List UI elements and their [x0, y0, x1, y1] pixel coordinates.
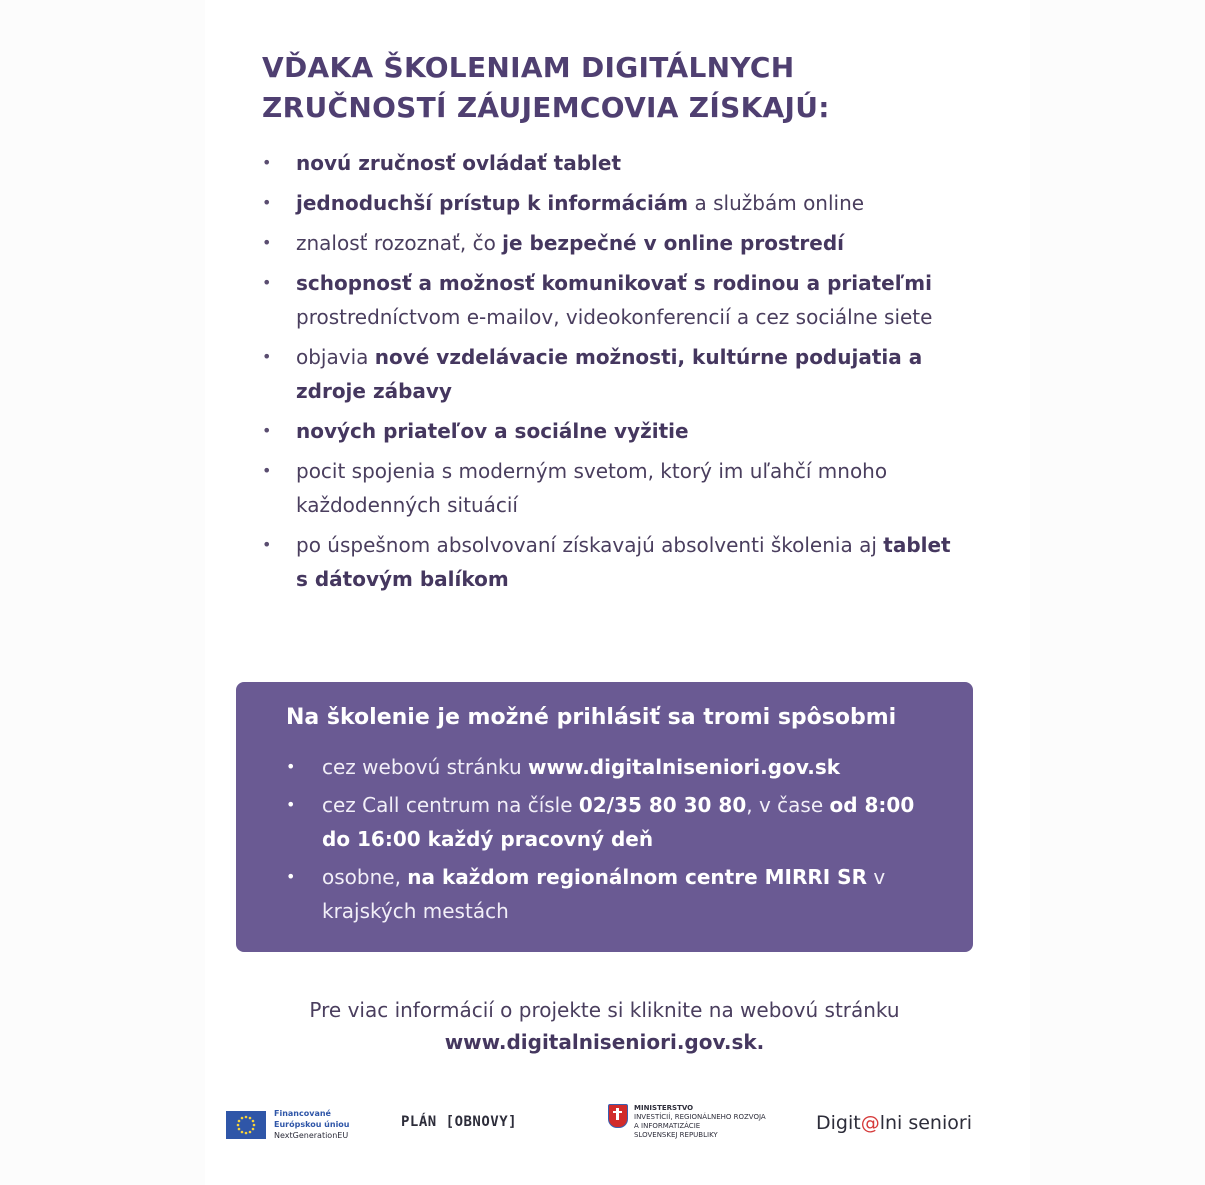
benefits-list	[262, 146, 962, 602]
digitalni-seniori-logo	[816, 1112, 972, 1134]
list-item	[262, 414, 962, 448]
list-item	[262, 454, 962, 522]
method-text: cez Call centrum na čísle	[322, 793, 579, 817]
list-item	[286, 750, 946, 784]
signup-title: Na školenie je možné prihlásiť sa tromi spôsobmi	[286, 705, 897, 730]
ds-at: @	[860, 1112, 880, 1134]
call-hours: od 8:00 do 16:00 každý pracovný deň	[322, 793, 915, 851]
method-text: osobne,	[322, 865, 408, 889]
ds-part-2: lni seniori	[879, 1112, 972, 1134]
plan-obnovy-logo: PLÁN [OBNOVY]	[401, 1114, 518, 1130]
eu-line-3: NextGenerationEU	[274, 1131, 349, 1140]
ministry-line-1: MINISTERSTVO	[634, 1104, 694, 1112]
benefit-bold: novú zručnosť ovládať tablet	[296, 151, 622, 175]
eu-logo	[226, 1108, 350, 1141]
benefit-text: a službám online	[688, 191, 865, 215]
benefit-bold: je bezpečné v online prostredí	[502, 231, 845, 255]
eu-flag-icon	[226, 1111, 266, 1139]
list-item	[286, 788, 946, 856]
list-item	[262, 226, 962, 260]
list-item	[262, 186, 962, 220]
logo-strip	[226, 1100, 986, 1150]
benefit-bold: schopnosť a možnosť komunikovať s rodinou a priateľmi	[296, 271, 933, 295]
benefit-text: znalosť rozoznať, čo	[296, 231, 503, 255]
ministry-line-2: INVESTÍCIÍ, REGIONÁLNEHO ROZVOJA	[634, 1113, 766, 1121]
list-item	[286, 860, 946, 928]
list-item	[262, 528, 962, 596]
ministry-logo-text	[634, 1104, 804, 1140]
method-text: , v čase	[746, 793, 830, 817]
ministry-logo	[608, 1104, 804, 1140]
benefit-text: po úspešnom absolvovaní získavajú absolventi školenia aj	[296, 533, 884, 557]
phone-number: 02/35 80 30 80	[578, 793, 747, 817]
slovak-crest-icon	[608, 1104, 628, 1128]
benefit-bold: jednoduchší prístup k informáciám	[296, 191, 689, 215]
footer-text: Pre viac informácií o projekte si kliknite na webovú stránku	[309, 998, 900, 1022]
heading-line-2: ZRUČNOSTÍ ZÁUJEMCOVIA ZÍSKAJÚ:	[262, 91, 830, 124]
benefit-text: pocit spojenia s moderným svetom, ktorý im uľahčí mnoho každodenných situácií	[296, 459, 888, 517]
signup-methods-list	[286, 750, 946, 932]
list-item	[262, 340, 962, 408]
method-text: v krajských mestách	[322, 865, 886, 923]
method-text: cez webovú stránku	[322, 755, 529, 779]
list-item	[262, 146, 962, 180]
benefit-text: objavia	[296, 345, 375, 369]
ds-part-1: Digit	[816, 1112, 861, 1134]
eu-line-1: Financované	[274, 1109, 331, 1118]
footer-info	[236, 994, 973, 1058]
list-item	[262, 266, 962, 334]
page-heading	[262, 48, 962, 128]
website-link[interactable]: www.digitalniseniori.gov.sk	[528, 755, 841, 779]
method-bold: na každom regionálnom centre MIRRI SR	[407, 865, 867, 889]
eu-line-2: Európskou úniou	[274, 1120, 350, 1129]
heading-line-1: VĎAKA ŠKOLENIAM DIGITÁLNYCH	[262, 51, 795, 84]
ministry-line-4: SLOVENSKEJ REPUBLIKY	[634, 1131, 718, 1139]
benefit-bold: nových priateľov a sociálne vyžitie	[296, 419, 689, 443]
benefit-bold: tablet s dátovým balíkom	[296, 533, 951, 591]
benefit-bold: nové vzdelávacie možnosti, kultúrne podujatia a zdroje zábavy	[296, 345, 923, 403]
footer-url-link[interactable]: www.digitalniseniori.gov.sk.	[444, 1030, 765, 1054]
benefit-text: prostredníctvom e-mailov, videokonferencií a cez sociálne siete	[296, 305, 933, 329]
ministry-line-3: A INFORMATIZÁCIE	[634, 1122, 701, 1130]
signup-box	[236, 682, 973, 952]
eu-logo-text	[274, 1108, 350, 1141]
